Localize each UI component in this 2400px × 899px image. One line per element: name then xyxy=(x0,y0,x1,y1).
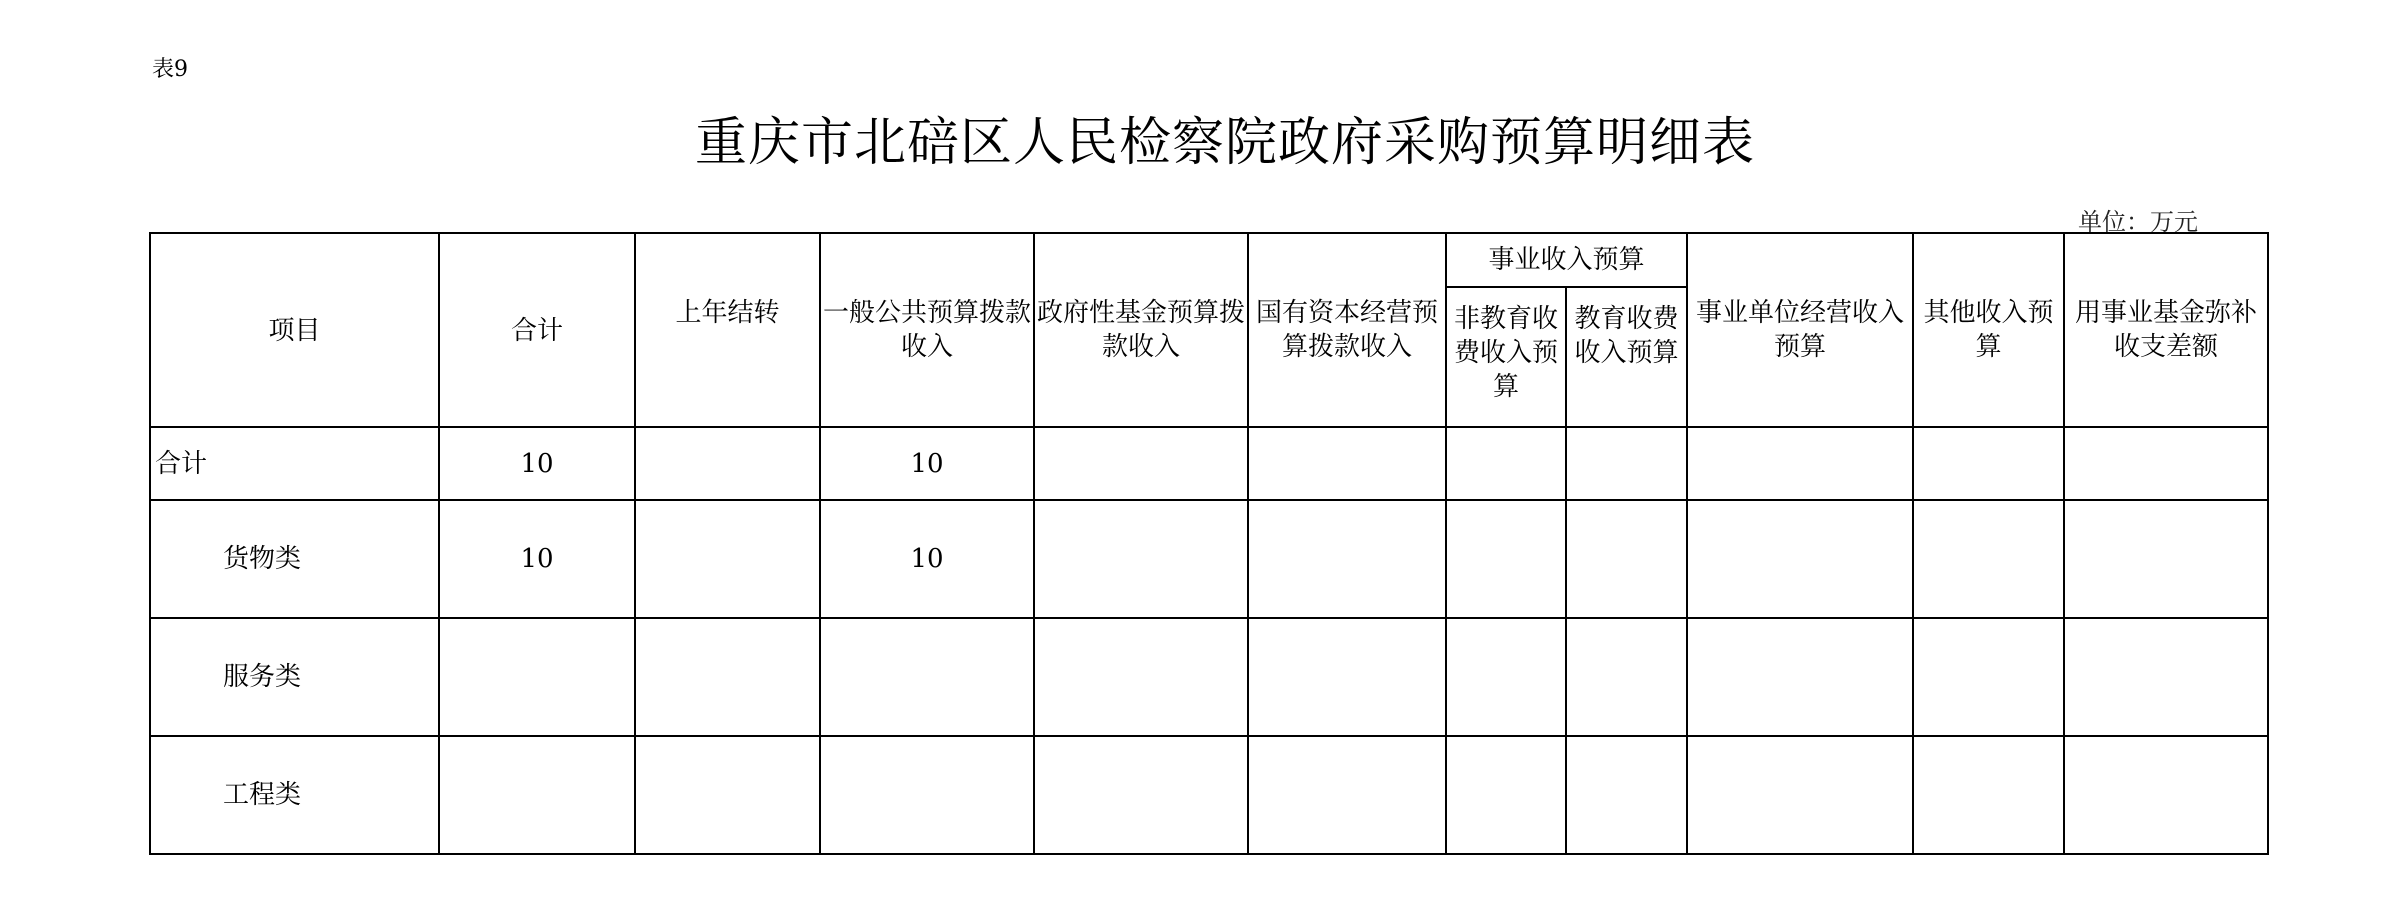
cell-empty xyxy=(1566,500,1687,618)
cell-empty xyxy=(1566,618,1687,736)
header-item: 项目 xyxy=(150,233,439,427)
cell-empty xyxy=(1913,500,2064,618)
header-carryover: 上年结转 xyxy=(635,233,820,427)
cell-empty xyxy=(1913,618,2064,736)
cell-empty xyxy=(1446,427,1566,500)
table-row xyxy=(150,427,2268,500)
header-other-income: 其他收入预算 xyxy=(1913,233,2064,427)
cell-empty xyxy=(1446,736,1566,854)
cell-empty xyxy=(1446,618,1566,736)
cell-general-budget: 10 xyxy=(820,427,1034,500)
row-label: 工程类 xyxy=(150,736,439,854)
cell-empty xyxy=(1913,736,2064,854)
header-non-edu-fee: 非教育收费收入预算 xyxy=(1446,287,1566,427)
cell-empty xyxy=(1566,736,1687,854)
cell-empty xyxy=(1034,500,1248,618)
cell-total xyxy=(439,618,635,736)
cell-general-budget: 10 xyxy=(820,500,1034,618)
page-title: 重庆市北碚区人民检察院政府采购预算明细表 xyxy=(694,113,1755,173)
cell-empty xyxy=(1687,736,1913,854)
cell-carryover xyxy=(635,618,820,736)
cell-empty xyxy=(1248,618,1446,736)
cell-empty xyxy=(1034,618,1248,736)
table-row xyxy=(150,736,2268,854)
row-label: 货物类 xyxy=(150,500,439,618)
cell-empty xyxy=(1446,500,1566,618)
cell-empty xyxy=(2064,427,2268,500)
header-fund-offset: 用事业基金弥补收支差额 xyxy=(2064,233,2268,427)
header-edu-income: 教育收费收入预算 xyxy=(1566,287,1687,427)
cell-empty xyxy=(1034,736,1248,854)
table-row xyxy=(150,618,2268,736)
cell-total: 10 xyxy=(439,427,635,500)
cell-carryover xyxy=(635,500,820,618)
header-total: 合计 xyxy=(439,233,635,427)
cell-carryover xyxy=(635,427,820,500)
cell-empty xyxy=(1248,500,1446,618)
header-gov-fund: 政府性基金预算拨款收入 xyxy=(1034,233,1248,427)
cell-empty xyxy=(1913,427,2064,500)
cell-general-budget xyxy=(820,736,1034,854)
unit-label: 单位：万元 xyxy=(2078,208,2198,236)
cell-empty xyxy=(2064,736,2268,854)
cell-empty xyxy=(1034,427,1248,500)
cell-empty xyxy=(1687,500,1913,618)
cell-empty xyxy=(1248,427,1446,500)
cell-total xyxy=(439,736,635,854)
cell-empty xyxy=(1566,427,1687,500)
cell-carryover xyxy=(635,736,820,854)
cell-empty xyxy=(2064,500,2268,618)
cell-general-budget xyxy=(820,618,1034,736)
cell-empty xyxy=(1248,736,1446,854)
cell-empty xyxy=(1687,427,1913,500)
cell-empty xyxy=(1687,618,1913,736)
header-state-capital: 国有资本经营预算拨款收入 xyxy=(1248,233,1446,427)
header-business-income-group: 事业收入预算 xyxy=(1446,233,1687,287)
header-general-budget: 一般公共预算拨款收入 xyxy=(820,233,1034,427)
table-number: 表9 xyxy=(152,57,188,82)
header-business-unit-op: 事业单位经营收入预算 xyxy=(1687,233,1913,427)
procurement-budget-table xyxy=(149,232,2269,855)
row-label: 服务类 xyxy=(150,618,439,736)
cell-empty xyxy=(2064,618,2268,736)
row-label: 合计 xyxy=(150,427,439,500)
cell-total: 10 xyxy=(439,500,635,618)
table-row xyxy=(150,500,2268,618)
